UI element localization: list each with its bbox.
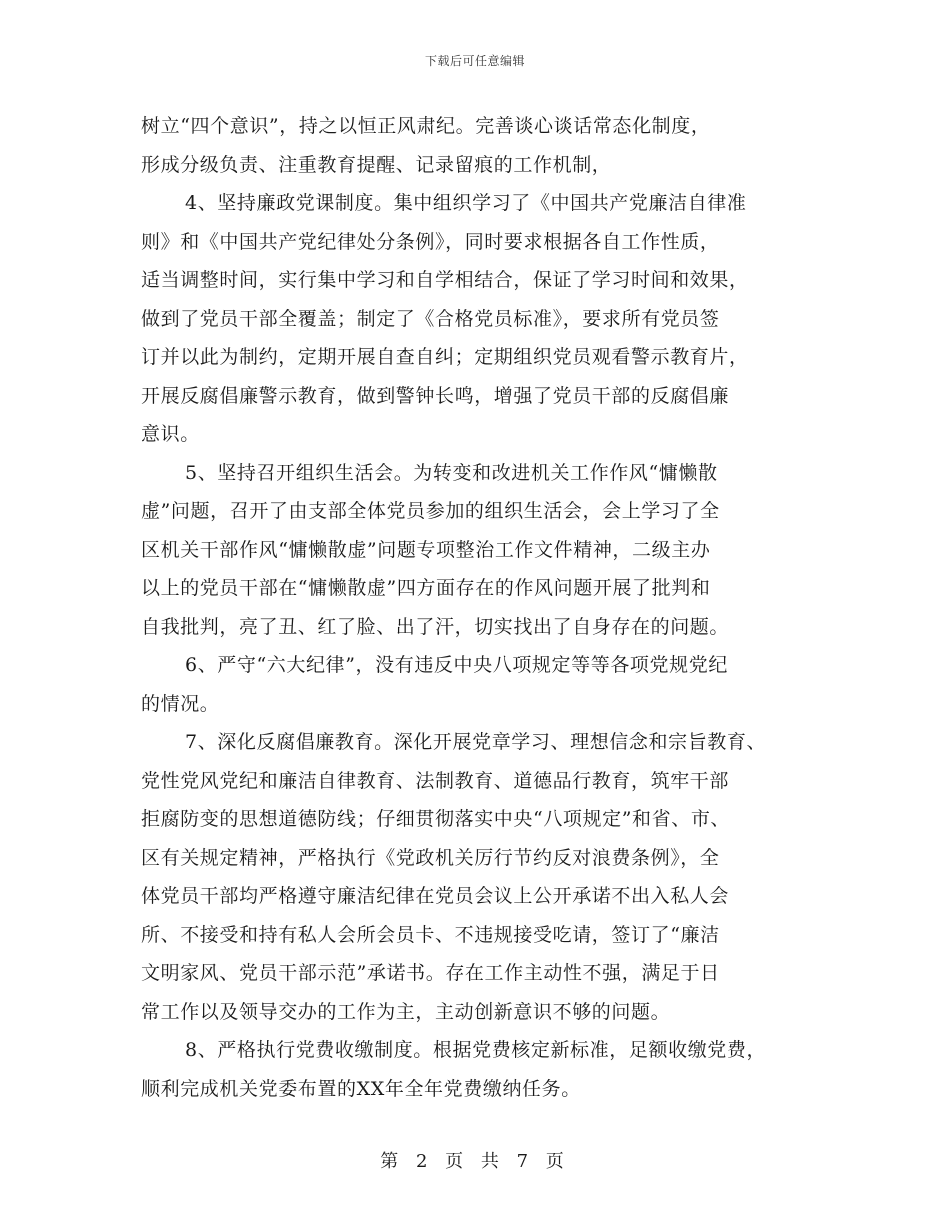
- paragraph-start-line: 6、严守“六大纪律”，没有违反中央八项规定等等各项党规党纪: [185, 654, 728, 676]
- text-line: 形成分级负责、注重教育提醒、记录留痕的工作机制，: [141, 153, 612, 176]
- text-line: 所、不接受和持有私人会所会员卡、不违规接受吃请，签订了“廉洁: [141, 923, 720, 946]
- page-footer: 第 2 页 共 7 页: [380, 1151, 570, 1172]
- paragraph-start-line: 8、严格执行党费收缴制度。根据党费核定新标准，足额收缴党费，: [185, 1039, 767, 1061]
- text-line: 拒腐防变的思想道德防线；仔细贯彻落实中央“八项规定”和省、市、: [141, 808, 731, 830]
- paragraph-start-line: 7、深化反腐倡廉教育。深化开展党章学习、理想信念和宗旨教育、: [185, 731, 767, 753]
- text-line: 顺利完成机关党委布置的XX年全年党费缴纳任务。: [141, 1077, 581, 1100]
- document-body: [141, 107, 821, 1108]
- text-line: 区有关规定精神，严格执行《党政机关厉行节约反对浪费条例》，全: [141, 846, 720, 869]
- text-line: 做到了党员干部全覆盖；制定了《合格党员标准》，要求所有党员签: [141, 307, 720, 330]
- page-header: 下载后可任意编辑: [424, 54, 525, 68]
- text-line: 树立“四个意识”，持之以恒正风肃纪。完善谈心谈话常态化制度，: [141, 115, 711, 137]
- text-line: 开展反腐倡廉警示教育，做到警钟长鸣，增强了党员干部的反腐倡廉: [141, 384, 730, 407]
- text-line: 党性党风党纪和廉洁自律教育、法制教育、道德品行教育，筑牢干部: [141, 769, 730, 792]
- text-line: 自我批判，亮了丑、红了脸、出了汗，切实找出了自身存在的问题。: [141, 615, 730, 638]
- text-line: 体党员干部均严格遵守廉洁纪律在党员会议上公开承诺不出入私人会: [141, 885, 730, 907]
- text-line: 虚”问题，召开了由支部全体党员参加的组织生活会，会上学习了全: [141, 500, 720, 522]
- text-line: 订并以此为制约，定期开展自查自纠；定期组织党员观看警示教育片，: [141, 346, 749, 368]
- text-line: 适当调整时间，实行集中学习和自学相结合，保证了学习时间和效果，: [141, 269, 749, 291]
- text-line: 则》和《中国共产党纪律处分条例》，同时要求根据各自工作性质，: [141, 230, 720, 253]
- text-line: 区机关干部作风“慵懒散虚”问题专项整治工作文件精神，二级主办: [141, 538, 711, 561]
- text-line: 常工作以及领导交办的工作为主，主动创新意识不够的问题。: [141, 1000, 671, 1023]
- text-line: 以上的党员干部在“慵懒散虚”四方面存在的作风问题开展了批判和: [141, 577, 711, 599]
- paragraph-start-line: 5、坚持召开组织生活会。为转变和改进机关工作作风“慵懒散: [185, 461, 718, 484]
- text-line: 的情况。: [141, 692, 220, 715]
- text-line: 文明家风、党员干部示范”承诺书。存在工作主动性不强，满足于日: [141, 962, 720, 984]
- text-line: 意识。: [141, 423, 200, 445]
- paragraph-start-line: 4、坚持廉政党课制度。集中组织学习了《中国共产党廉洁自律准: [185, 192, 747, 214]
